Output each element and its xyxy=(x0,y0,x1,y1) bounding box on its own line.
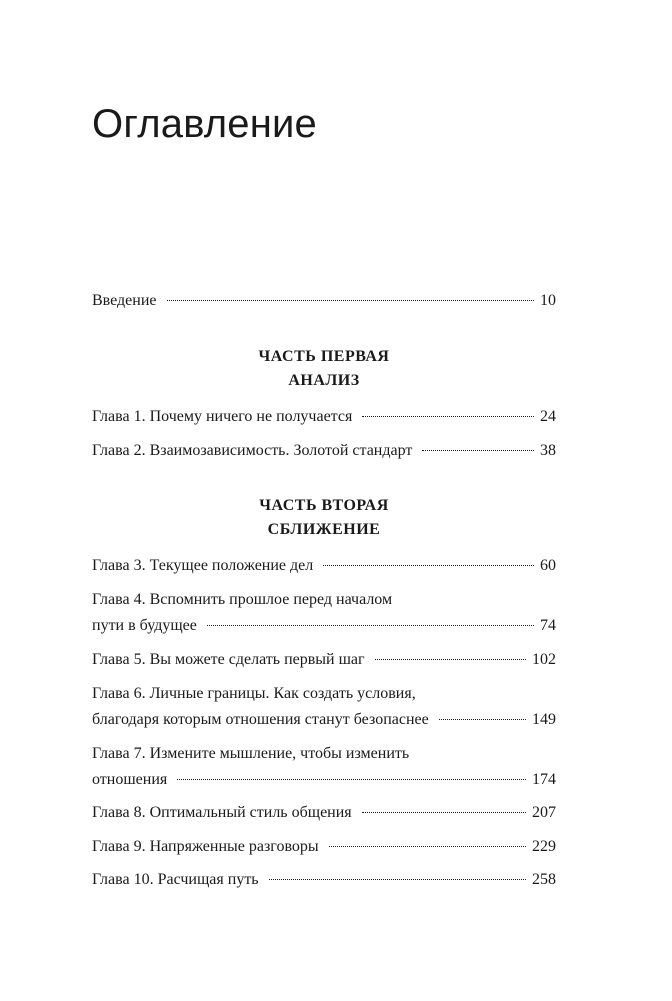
dot-leader xyxy=(362,416,534,417)
toc-entry-title: Глава 5. Вы можете сделать первый шаг xyxy=(92,651,365,668)
toc-entry-title: Глава 10. Расчищая путь xyxy=(92,871,259,888)
part-subtitle: АНАЛИЗ xyxy=(288,372,360,389)
dot-leader xyxy=(177,779,526,780)
dot-leader xyxy=(362,812,526,813)
toc-entry-page: 38 xyxy=(540,442,556,459)
dot-leader xyxy=(323,565,534,566)
toc-entry-chapter-6[interactable] xyxy=(92,681,556,733)
part-title: ЧАСТЬ ПЕРВАЯ xyxy=(258,348,390,365)
toc-entry-chapter-2[interactable] xyxy=(92,438,556,464)
toc-entry-page: 207 xyxy=(532,804,556,821)
part-subtitle: СБЛИЖЕНИЕ xyxy=(267,521,381,538)
toc-entry-chapter-1[interactable] xyxy=(92,404,556,430)
toc-entry-page: 74 xyxy=(540,617,556,634)
toc-entry-page: 174 xyxy=(532,771,556,788)
toc-entry-title: Глава 9. Напряженные разговоры xyxy=(92,838,319,855)
toc-entry-title-line: отношения xyxy=(92,771,168,788)
toc-entry-page: 24 xyxy=(540,408,556,425)
toc-entry-chapter-7[interactable] xyxy=(92,741,556,793)
dot-leader xyxy=(207,625,534,626)
dot-leader xyxy=(167,300,535,301)
toc-entry-title-line: пути в будущее xyxy=(92,617,197,634)
toc-entry-page: 102 xyxy=(532,651,556,668)
toc-entry-page: 10 xyxy=(540,292,556,309)
toc-entry-title-line: Глава 6. Личные границы. Как создать условия, xyxy=(92,685,416,702)
toc-entry-title: Глава 8. Оптимальный стиль общения xyxy=(92,804,352,821)
dot-leader xyxy=(375,659,526,660)
part-heading-1 xyxy=(92,345,556,393)
toc-entry-chapter-5[interactable] xyxy=(92,647,556,673)
toc-entry-title-line: Глава 4. Вспомнить прошлое перед началом xyxy=(92,591,393,608)
part-heading-2 xyxy=(92,494,556,542)
page-title: Оглавление xyxy=(92,102,318,146)
part-title: ЧАСТЬ ВТОРАЯ xyxy=(259,497,389,514)
dot-leader xyxy=(329,846,526,847)
toc-entry-title-line: Глава 7. Измените мышление, чтобы изменить xyxy=(92,745,410,762)
toc-entry-page: 258 xyxy=(532,871,556,888)
toc-entry-page: 60 xyxy=(540,557,556,574)
dot-leader xyxy=(269,879,526,880)
toc-entry-chapter-10[interactable] xyxy=(92,867,556,893)
toc-entry-title: Глава 3. Текущее положение дел xyxy=(92,557,314,574)
toc-entry-title: Глава 2. Взаимозависимость. Золотой стандарт xyxy=(92,442,413,459)
toc-entry-chapter-4[interactable] xyxy=(92,587,556,639)
toc-entry-title: Введение xyxy=(92,292,157,309)
dot-leader xyxy=(439,719,526,720)
toc-entry-chapter-3[interactable] xyxy=(92,553,556,579)
toc-entry-title-line: благодаря которым отношения станут безопаснее xyxy=(92,711,429,728)
toc-entry-page: 149 xyxy=(532,711,556,728)
toc-entry-intro[interactable] xyxy=(92,288,556,314)
toc-entry-chapter-8[interactable] xyxy=(92,800,556,826)
toc-entry-page: 229 xyxy=(532,838,556,855)
toc-entry-chapter-9[interactable] xyxy=(92,834,556,860)
toc-entry-title: Глава 1. Почему ничего не получается xyxy=(92,408,353,425)
dot-leader xyxy=(422,450,534,451)
